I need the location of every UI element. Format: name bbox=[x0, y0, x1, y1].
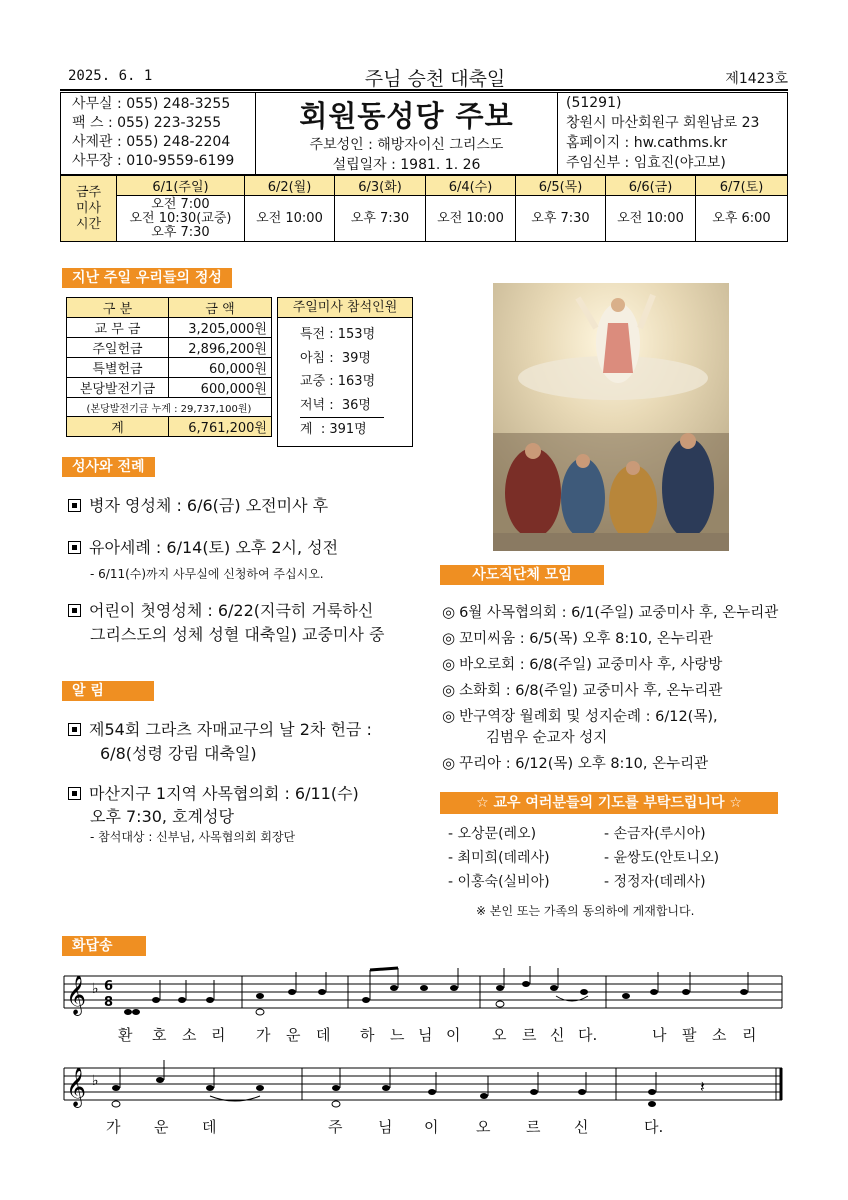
ring-bullet-icon: ◎ bbox=[442, 655, 456, 673]
prayer-name: - 손금자(루시아) bbox=[604, 826, 706, 842]
meeting-item: ◎ 6월 사목협의회 : 6/1(주일) 교중미사 후, 온누리관 bbox=[442, 603, 779, 621]
notice-item-cont: 그리스도의 성체 성혈 대축일) 교중미사 중 bbox=[90, 625, 385, 644]
bullet-icon bbox=[68, 499, 81, 512]
notes-line-1 bbox=[124, 981, 748, 1015]
lyric-syllable: 신 bbox=[550, 1026, 565, 1044]
treble-clef-icon: 𝄞 bbox=[66, 975, 87, 1015]
mass-time: 오후 7:30 bbox=[335, 196, 426, 242]
lyric-syllable: 느 bbox=[390, 1026, 405, 1044]
contact-secretary: 사무장 : 010-9559-6199 bbox=[72, 153, 235, 169]
mass-time: 오후 7:30 bbox=[516, 196, 606, 242]
offering-item: 주일헌금 bbox=[67, 338, 169, 358]
lyric-syllable: 소 bbox=[182, 1026, 197, 1044]
offering-tab: 지난 주일 우리들의 정성 bbox=[62, 268, 232, 288]
notice-item-cont: 6/8(성령 강림 대축일) bbox=[100, 744, 257, 763]
founding-date: 설립일자 : 1981. 1. 26 bbox=[332, 157, 481, 173]
day-header: 6/2(월) bbox=[245, 176, 335, 196]
col-item: 구 분 bbox=[67, 298, 169, 318]
stems-line-2 bbox=[120, 1060, 656, 1096]
lyrics-line-2 bbox=[60, 1116, 790, 1138]
day-header: 6/1(주일) bbox=[117, 176, 245, 196]
notice-item: 마산지구 1지역 사목협의회 : 6/11(수) bbox=[68, 782, 359, 806]
prayer-consent-note: ※ 본인 또는 가족의 동의하에 게재합니다. bbox=[476, 904, 695, 918]
lyric-syllable: 신 bbox=[574, 1118, 589, 1136]
day-header: 6/6(금) bbox=[606, 176, 696, 196]
fund-cumulative: (본당발전기금 누계 : 29,737,100원) bbox=[67, 398, 272, 417]
notice-item: 제54회 그라츠 자매교구의 날 2차 헌금 : bbox=[68, 718, 372, 742]
notice-note: - 6/11(수)까지 사무실에 신청하여 주십시오. bbox=[90, 567, 324, 581]
bulletin-title: 회원동성당 주보 bbox=[299, 99, 514, 133]
parish-info bbox=[558, 92, 788, 175]
offering-table bbox=[66, 297, 272, 437]
meetings-list bbox=[442, 600, 778, 777]
col-amount: 금 액 bbox=[169, 298, 272, 318]
prayer-name: - 최미희(데레사) bbox=[448, 850, 550, 866]
lyric-syllable: 리 bbox=[742, 1026, 757, 1044]
lyric-syllable: 하 bbox=[360, 1026, 375, 1044]
notice-note: - 참석대상 : 신부님, 사목협의회 회장단 bbox=[90, 830, 296, 844]
meeting-item: ◎ 반구역장 월례회 및 성지순례 : 6/12(목), bbox=[442, 707, 718, 725]
feast-name: 주님 승천 대축일 bbox=[364, 68, 506, 90]
lyric-syllable: 가 bbox=[256, 1026, 271, 1044]
attendance-total: 계 : 391명 bbox=[300, 422, 367, 437]
attendance-row: 저녁 : 36명 bbox=[300, 394, 384, 419]
issue-number: 제1423호 bbox=[725, 71, 788, 87]
offering-item: 본당발전기금 bbox=[67, 378, 169, 398]
meeting-item-cont: 김범우 순교자 성지 bbox=[486, 730, 608, 746]
lyric-syllable: 다. bbox=[578, 1026, 598, 1044]
bullet-icon bbox=[68, 723, 81, 736]
meeting-item: ◎ 바오로회 : 6/8(주일) 교중미사 후, 사랑방 bbox=[442, 655, 723, 673]
lyric-syllable: 르 bbox=[526, 1118, 541, 1136]
prayer-tab: ☆ 교우 여러분들의 기도를 부탁드립니다 ☆ bbox=[440, 792, 778, 814]
offering-amount: 60,000원 bbox=[169, 358, 272, 378]
flat-icon: ♭ bbox=[92, 981, 99, 997]
masthead bbox=[256, 92, 558, 175]
notice-item: 유아세례 : 6/14(토) 오후 2시, 성전 bbox=[68, 536, 338, 560]
offering-item: 교 무 금 bbox=[67, 318, 169, 338]
mass-time: 오전 10:00 bbox=[426, 196, 516, 242]
lyric-syllable: 오 bbox=[492, 1026, 507, 1044]
offering-amount: 3,205,000원 bbox=[169, 318, 272, 338]
prayer-list-left bbox=[448, 822, 550, 894]
address: 창원시 마산회원구 회원남로 23 bbox=[566, 115, 760, 131]
notices-tab: 알 림 bbox=[62, 681, 154, 701]
lyric-syllable: 이 bbox=[446, 1026, 461, 1044]
lyric-syllable: 다. bbox=[644, 1118, 664, 1136]
attendance-row: 교중 : 163명 bbox=[300, 374, 376, 389]
total-amount: 6,761,200원 bbox=[169, 417, 272, 437]
attendance-title: 주일미사 참석인원 bbox=[278, 298, 412, 318]
lyric-syllable: 님 bbox=[378, 1118, 393, 1136]
lyric-syllable: 팔 bbox=[682, 1026, 697, 1044]
notice-item: 어린이 첫영성체 : 6/22(지극히 거룩하신 bbox=[68, 599, 373, 623]
day-header: 6/4(수) bbox=[426, 176, 516, 196]
mass-time: 오전 7:00 bbox=[151, 196, 210, 212]
bullet-icon bbox=[68, 787, 81, 800]
mass-time: 오후 6:00 bbox=[696, 196, 788, 242]
lyric-syllable: 가 bbox=[106, 1118, 121, 1136]
psalm-tab: 화답송 bbox=[62, 936, 146, 956]
meeting-item: ◎ 소화회 : 6/8(주일) 교중미사 후, 온누리관 bbox=[442, 681, 723, 699]
flat-icon: ♭ bbox=[92, 1073, 99, 1089]
contact-fax: 팩 스 : 055) 223-3255 bbox=[72, 115, 222, 131]
issue-date: 2025. 6. 1 bbox=[68, 68, 153, 84]
mass-time: 오전 10:00 bbox=[606, 196, 696, 242]
rest-icon: 𝄽 bbox=[700, 1077, 705, 1096]
homepage[interactable]: 홈페이지 : hw.cathms.kr bbox=[566, 135, 728, 151]
lyric-syllable: 운 bbox=[286, 1026, 301, 1044]
bullet-icon bbox=[68, 604, 81, 617]
lyric-syllable: 호 bbox=[152, 1026, 167, 1044]
lyric-syllable: 이 bbox=[424, 1118, 439, 1136]
pastor: 주임신부 : 임효진(야고보) bbox=[566, 155, 726, 171]
offering-item: 특별헌금 bbox=[67, 358, 169, 378]
offering-amount: 2,896,200원 bbox=[169, 338, 272, 358]
lyric-syllable: 데 bbox=[202, 1118, 217, 1136]
mass-schedule-table bbox=[60, 175, 788, 242]
meetings-tab: 사도직단체 모임 bbox=[440, 565, 604, 585]
stems-line-1 bbox=[160, 966, 748, 1000]
contact-block bbox=[60, 92, 256, 175]
patron-saint: 주보성인 : 해방자이신 그리스도 bbox=[309, 137, 504, 153]
lyric-syllable: 환 bbox=[118, 1026, 133, 1044]
sacraments-tab: 성사와 전례 bbox=[62, 457, 155, 477]
postal-code: (51291) bbox=[566, 95, 622, 111]
contact-rectory: 사제관 : 055) 248-2204 bbox=[72, 134, 231, 150]
lyric-syllable: 님 bbox=[418, 1026, 433, 1044]
header-rule bbox=[60, 89, 788, 91]
time-signature-top: 6 bbox=[104, 979, 114, 994]
lyrics-line-1 bbox=[60, 1024, 790, 1046]
day-header: 6/3(화) bbox=[335, 176, 426, 196]
treble-clef-icon: 𝄞 bbox=[66, 1067, 87, 1107]
ring-bullet-icon: ◎ bbox=[442, 707, 456, 725]
meeting-item: ◎ 꼬미씨움 : 6/5(목) 오후 8:10, 온누리관 bbox=[442, 629, 713, 647]
lyric-syllable: 나 bbox=[652, 1026, 667, 1044]
ring-bullet-icon: ◎ bbox=[442, 681, 456, 699]
ring-bullet-icon: ◎ bbox=[442, 629, 456, 647]
attendance-row: 아침 : 39명 bbox=[300, 350, 371, 366]
mass-time: 오전 10:30(교중) bbox=[129, 210, 232, 226]
prayer-name: - 정정자(데레사) bbox=[604, 874, 706, 890]
lyric-syllable: 데 bbox=[316, 1026, 331, 1044]
prayer-name: - 윤쌍도(안토니오) bbox=[604, 850, 720, 866]
sunday-mass-times bbox=[117, 196, 245, 242]
total-label: 계 bbox=[67, 417, 169, 437]
attendance-row: 특전 : 153명 bbox=[300, 327, 376, 342]
lyric-syllable: 르 bbox=[522, 1026, 537, 1044]
contact-office: 사무실 : 055) 248-3255 bbox=[72, 96, 231, 112]
notice-item: 병자 영성체 : 6/6(금) 오전미사 후 bbox=[68, 494, 328, 518]
lyric-syllable: 소 bbox=[712, 1026, 727, 1044]
offering-amount: 600,000원 bbox=[169, 378, 272, 398]
day-header: 6/5(목) bbox=[516, 176, 606, 196]
meeting-item: ◎ 꾸리아 : 6/12(목) 오후 8:10, 온누리관 bbox=[442, 754, 709, 772]
apostle-figure bbox=[505, 448, 561, 538]
mass-time: 오전 10:00 bbox=[245, 196, 335, 242]
lyric-syllable: 리 bbox=[211, 1026, 226, 1044]
lyric-syllable: 오 bbox=[476, 1118, 491, 1136]
lyric-syllable: 운 bbox=[154, 1118, 169, 1136]
attendance-box bbox=[277, 297, 413, 447]
notice-item-cont: 오후 7:30, 호계성당 bbox=[90, 807, 234, 826]
bullet-icon bbox=[68, 541, 81, 554]
ascension-painting bbox=[493, 283, 729, 551]
mass-time: 오후 7:30 bbox=[151, 224, 210, 240]
prayer-name: - 오상문(레오) bbox=[448, 826, 537, 842]
day-header: 6/7(토) bbox=[696, 176, 788, 196]
time-signature-bottom: 8 bbox=[104, 995, 114, 1010]
ring-bullet-icon: ◎ bbox=[442, 603, 456, 621]
lyric-syllable: 주 bbox=[328, 1118, 343, 1136]
prayer-name: - 이홍숙(실비아) bbox=[448, 874, 550, 890]
ring-bullet-icon: ◎ bbox=[442, 754, 456, 772]
prayer-list-right bbox=[604, 822, 719, 894]
mass-schedule-label: 금주 미사 시간 bbox=[61, 176, 117, 242]
